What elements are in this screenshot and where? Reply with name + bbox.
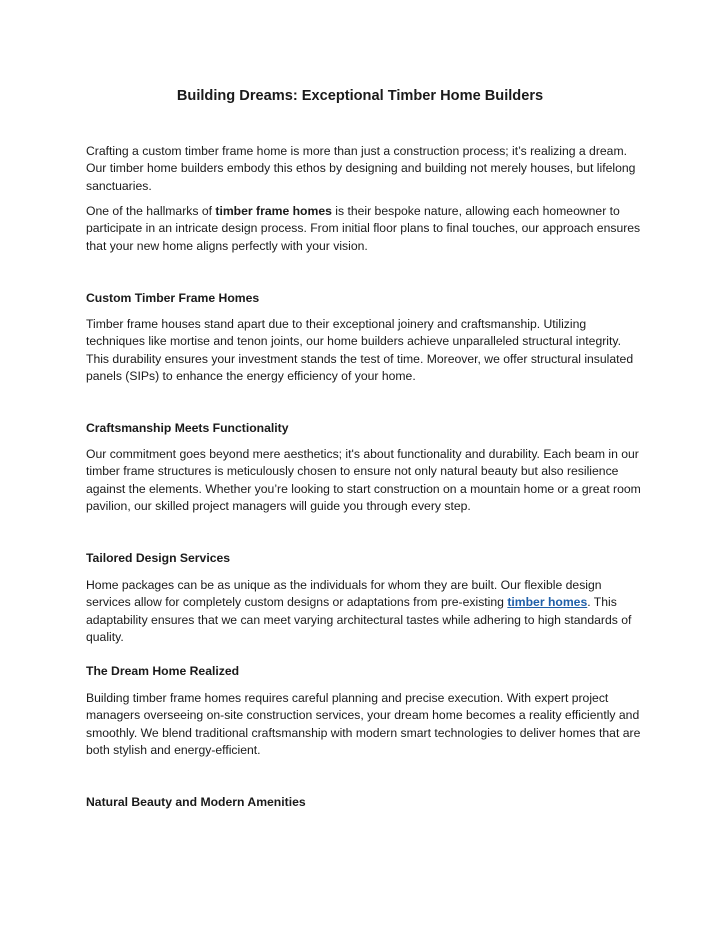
section-body-dream-home: Building timber frame homes requires careful planning and precise execution. With expert project managers overseeing on-site construction services, your dream home becomes a reality efficiently and smoothly. We blend traditional craftsmanship with modern smart technologies to deliver homes that are both stylish and energy-efficient. [86,691,641,757]
intro-paragraph-2 [86,203,642,255]
section-heading-craftsmanship: Craftsmanship Meets Functionality [86,421,289,435]
section-body-tailored-design [86,577,642,646]
section-heading-dream-home: The Dream Home Realized [86,664,240,678]
intro-paragraph-2-text-end: is their bespoke nature, allowing each homeowner to participate in an intricate design process. From initial floor plans to final touches, our approach ensures that your new home aligns perfectly with your vision. [86,204,641,253]
section-body-tailored-design-text-end: . This adaptability ensures that we can meet varying architectural tastes while adhering to high standards of quality. [86,595,632,644]
section-body-tailored-design-text-start: Home packages can be as unique as the individuals for whom they are built. Our flexible design services allow for completely custom designs or adaptations from pre-existing [86,578,602,610]
section-heading-natural-beauty: Natural Beauty and Modern Amenities [86,795,306,809]
intro-paragraph-2-text-start: One of the hallmarks of [86,204,216,218]
section-heading-tailored-design: Tailored Design Services [86,551,231,565]
page-title: Building Dreams: Exceptional Timber Home Builders [176,88,544,104]
intro-paragraph-1: Crafting a custom timber frame home is more than just a construction process; it’s realizing a dream. Our timber home builders embody this ethos by designing and building not merely houses, but lifelong sanctuaries. [86,144,636,193]
section-body-custom-timber: Timber frame houses stand apart due to their exceptional joinery and craftsmanship. Utilizing techniques like mortise and tenon joints, our home builders achieve unparalleled structural integrity. This durability ensures your investment stands the test of time. Moreover, we offer structural insulated panels (SIPs) to enhance the energy efficiency of your home. [86,317,634,383]
intro-paragraph-2-bold: timber frame homes [215,204,332,218]
section-body-craftsmanship: Our commitment goes beyond mere aesthetics; it's about functionality and durability. Each beam in our timber frame structures is meticulously chosen to ensure not only natural beauty but also resilience against the elements. Whether you’re looking to start construction on a mountain home or a great room pavilion, our skilled project managers will guide you through every step. [86,447,641,513]
timber-homes-link[interactable]: timber homes [507,595,588,610]
section-heading-custom-timber: Custom Timber Frame Homes [86,291,260,305]
